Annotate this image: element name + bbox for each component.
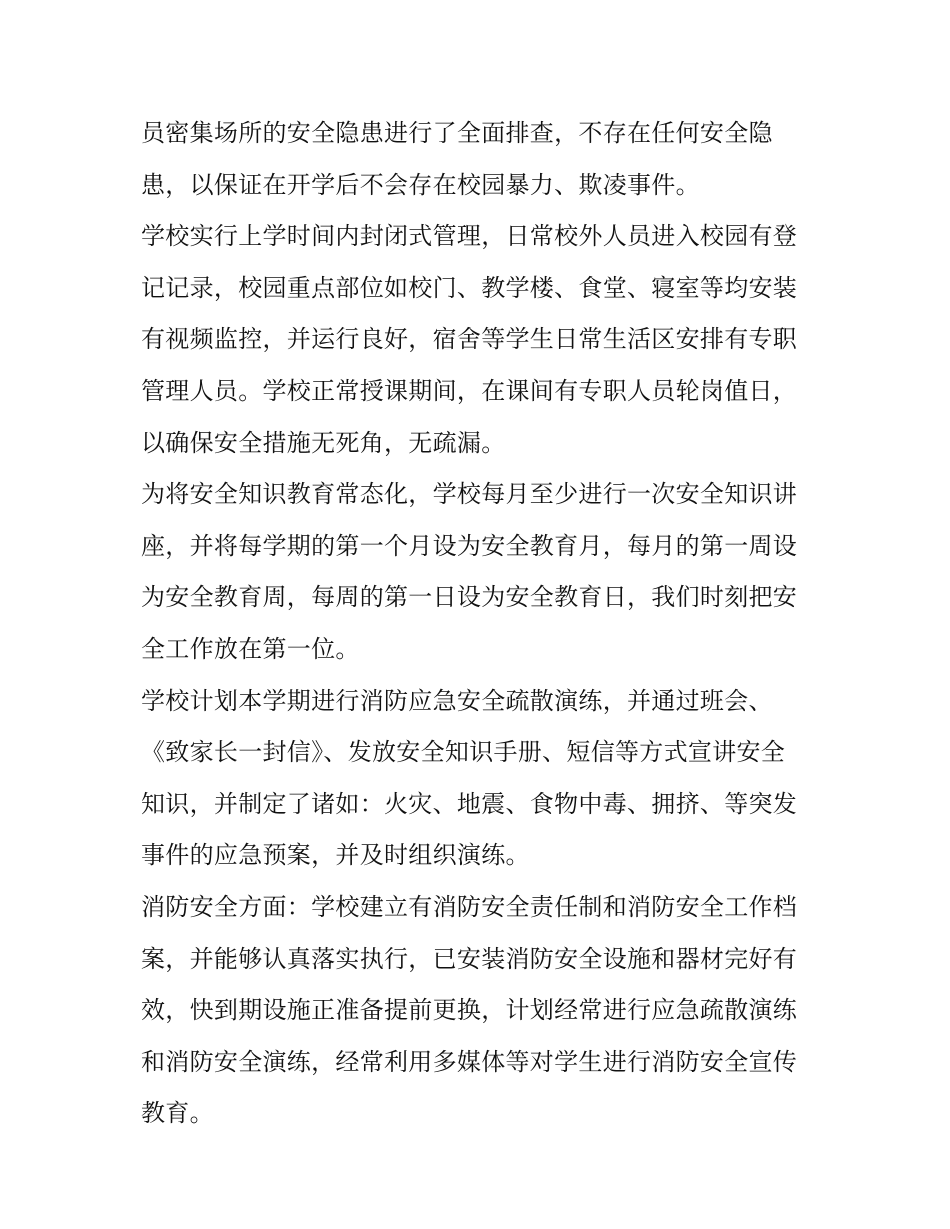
text-line: 学校实行上学时间内封闭式管理，日常校外人员进入校园有登 xyxy=(141,222,798,251)
text-line: 为安全教育周，每周的第一日设为安全教育日，我们时刻把安 xyxy=(141,583,798,612)
text-line: 学校计划本学期进行消防应急安全疏散演练，并通过班会、 xyxy=(141,686,773,715)
text-line: 教育。 xyxy=(141,1099,214,1128)
text-line: 效，快到期设施正准备提前更换，计划经常进行应急疏散演练 xyxy=(141,996,798,1025)
text-line: 以确保安全措施无死角，无疏漏。 xyxy=(141,428,506,457)
text-line: 为将安全知识教育常态化，学校每月至少进行一次安全知识讲 xyxy=(141,480,798,509)
text-line: 全工作放在第一位。 xyxy=(141,634,360,663)
paragraph-safety-inspection xyxy=(141,108,816,211)
paragraph-safety-education xyxy=(141,469,816,675)
text-line: 知识，并制定了诸如：火灾、地震、食物中毒、拥挤、等突发 xyxy=(141,789,798,818)
paragraph-emergency-drills xyxy=(141,676,816,882)
document-body xyxy=(141,108,816,1140)
text-line: 管理人员。学校正常授课期间，在课间有专职人员轮岗值日， xyxy=(141,376,798,405)
text-line: 案，并能够认真落实执行，已安装消防安全设施和器材完好有 xyxy=(141,944,798,973)
text-line: 事件的应急预案，并及时组织演练。 xyxy=(141,841,530,870)
text-line: 记记录，校园重点部位如校门、教学楼、食堂、寝室等均安装 xyxy=(141,273,798,302)
paragraph-fire-safety xyxy=(141,882,816,1140)
text-line: 《致家长一封信》、发放安全知识手册、短信等方式宣讲安全 xyxy=(141,738,786,767)
text-line: 有视频监控，并运行良好，宿舍等学生日常生活区安排有专职 xyxy=(141,325,798,354)
text-line: 座，并将每学期的第一个月设为安全教育月，每月的第一周设 xyxy=(141,531,798,560)
text-line: 消防安全方面：学校建立有消防安全责任制和消防安全工作档 xyxy=(141,892,798,921)
text-line: 患，以保证在开学后不会存在校园暴力、欺凌事件。 xyxy=(141,170,700,199)
text-line: 员密集场所的安全隐患进行了全面排查，不存在任何安全隐 xyxy=(141,119,773,147)
text-line: 和消防安全演练，经常利用多媒体等对学生进行消防安全宣传 xyxy=(141,1047,798,1076)
paragraph-closed-management xyxy=(141,211,816,469)
